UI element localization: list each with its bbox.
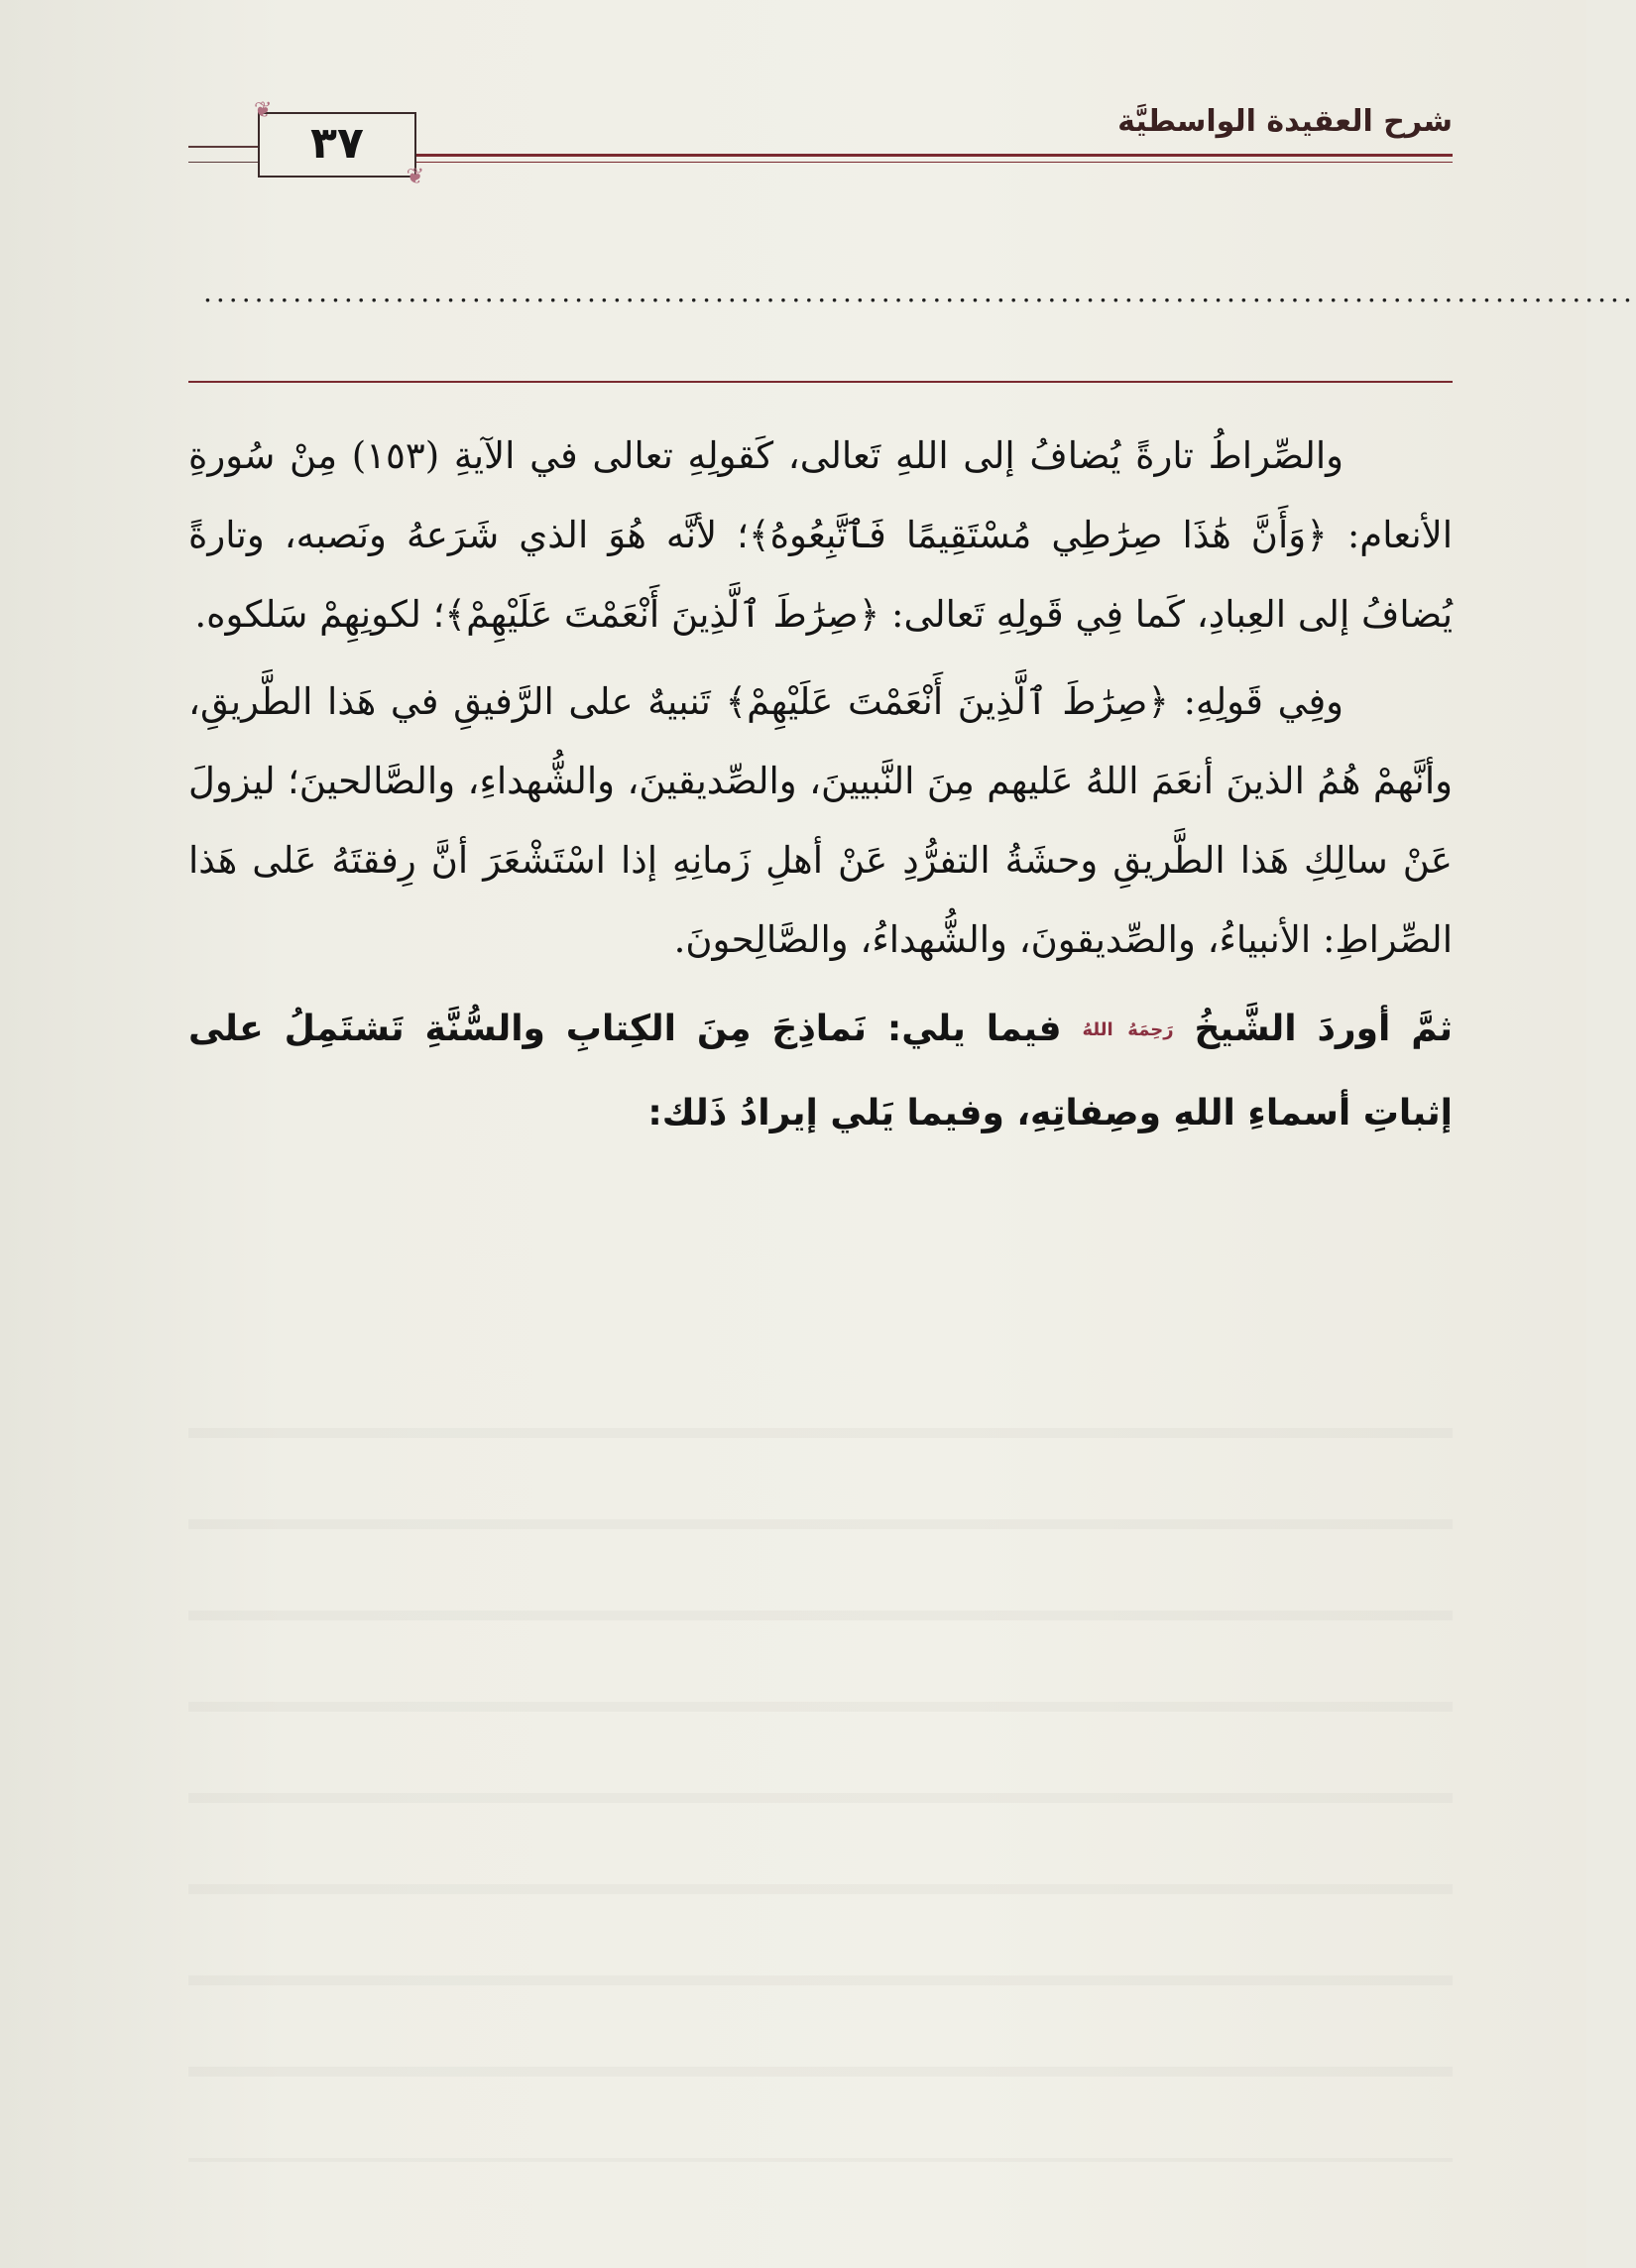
page-header <box>188 94 1453 188</box>
dotted-separator: ................................................................................................................ <box>203 276 1636 308</box>
header-rule-thin <box>416 162 1453 163</box>
paragraph-1: والصِّراطُ تارةً يُضافُ إلى اللهِ تَعالى، كَقولِهِ تعالى في الآيةِ (١٥٣) مِنْ سُورةِ الأنعام: ﴿وَأَنَّ هَٰذَا صِرَٰطِي مُسْتَقِيمًا فَٱتَّبِعُوهُ﴾؛ لأنَّه هُوَ الذي شَرَعهُ ونَصبه، وتارةً يُضافُ إلى العِبادِ، كَما فِي قَولِهِ تَعالى: ﴿صِرَٰطَ ٱلَّذِينَ أَنْعَمْتَ عَلَيْهِمْ﴾؛ لكونِهِمْ سَلكوه. <box>188 434 1453 636</box>
header-rule <box>416 154 1453 157</box>
show-through-background <box>188 1369 1453 2162</box>
body-text <box>188 417 1453 1155</box>
content-rule <box>188 381 1453 383</box>
paragraph-3 <box>188 988 1453 1155</box>
paragraph-3-start: ثمَّ أوردَ الشَّيخُ <box>1194 1009 1453 1049</box>
paragraph-3-end: فيما يلي: نَماذِجَ مِنَ الكِتابِ والسُّنَّةِ تَشتَمِلُ على إثباتِ أسماءِ اللهِ وصِفاتِهِ، وفيما يَلي إيرادُ ذَلك: <box>188 1009 1453 1134</box>
header-left-rule <box>188 146 258 163</box>
floral-ornament-icon: ❦ <box>254 98 273 123</box>
floral-ornament-icon: ❦ <box>406 165 424 189</box>
paragraph-2: وفِي قَولِهِ: ﴿صِرَٰطَ ٱلَّذِينَ أَنْعَمْتَ عَلَيْهِمْ﴾ تَنبيهٌ على الرَّفيقِ في هَذا الطَّريقِ، وأنَّهمْ هُمُ الذينَ أنعَمَ اللهُ عَليهم مِنَ النَّبيينَ، والصِّديقينَ، والشُّهداءِ، والصَّالحينَ؛ ليزولَ عَنْ سالِكِ هَذا الطَّريقِ وحشَةُ التفرُّدِ عَنْ أهلِ زَمانِهِ إذا اسْتَشْعَرَ أنَّ رِفقتَهُ عَلى هَذا الصِّراطِ: الأنبياءُ، والصِّديقونَ، والشُّهداءُ، والصَّالِحونَ. <box>188 680 1453 961</box>
running-title: شرح العقيدة الواسطيَّة <box>1117 104 1453 139</box>
page-number: ٣٧ <box>310 118 364 169</box>
page-number-frame <box>254 98 424 189</box>
honorific-glyph: رَحِمَهُ اللهُ <box>1082 1019 1174 1040</box>
